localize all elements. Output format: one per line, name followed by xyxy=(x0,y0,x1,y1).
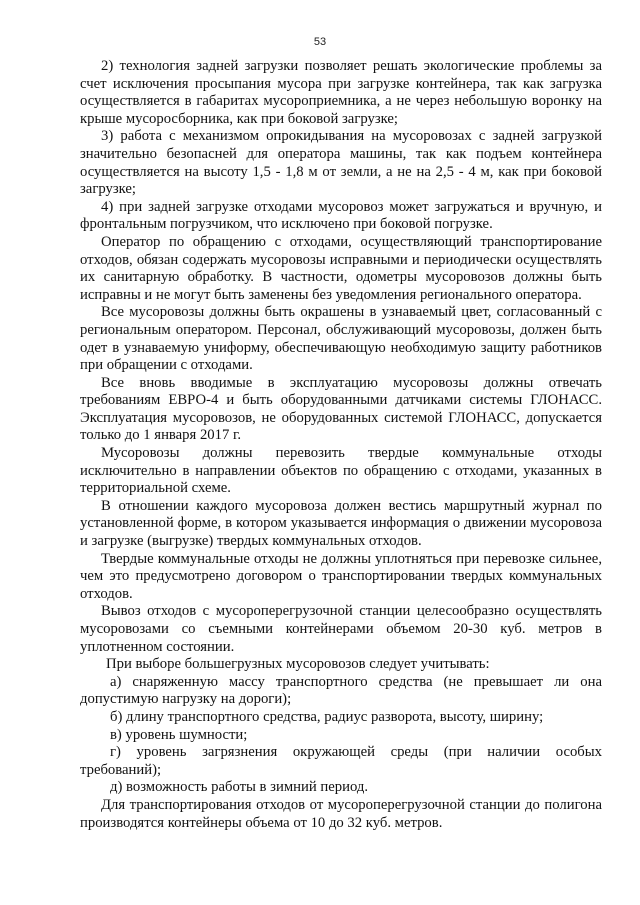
paragraph-route-journal: В отношении каждого мусоровоза должен вестись маршрутный журнал по установленной форме, в котором указывается информация о движении мусоровоза и загрузке (выгрузке) твердых коммунальных отходов. xyxy=(80,497,602,550)
paragraph-operator-duties: Оператор по обращению с отходами, осуществляющий транспортирование отходов, обязан содержать мусоровозы исправными и периодически осуществлять их санитарную обработку. В частности, одометры мусоровозов должны быть исправны и не могут быть заменены без уведомления регионального оператора. xyxy=(80,233,602,303)
paragraph-compaction: Твердые коммунальные отходы не должны уплотняться при перевозке сильнее, чем это предусмотрено договором о транспортировании твердых коммунальных отходов. xyxy=(80,550,602,602)
paragraph-manual-loading: 4) при задней загрузке отходами мусоровоз может загружаться и вручную, и фронтальным погрузчиком, что исключено при боковой погрузке. xyxy=(80,198,602,233)
paragraph-vehicle-color: Все мусоровозы должны быть окрашены в узнаваемый цвет, согласованный с региональным оператором. Персонал, обслуживающий мусоровозы, должен быть одет в узнаваемую униформу, обеспечивающую необходимую защиту работников при обращении с отходами. xyxy=(80,304,602,374)
page-number: 53 xyxy=(313,36,327,48)
paragraph-container-volume: Для транспортирования отходов от мусороперегрузочной станции до полигона производятся контейнеры объема от 10 до 32 куб. метров. xyxy=(80,796,602,831)
page-body xyxy=(80,58,602,832)
list-item-b: б) длину транспортного средства, радиус разворота, высоту, ширину; xyxy=(110,708,544,725)
list-item-d: г) уровень загрязнения окружающей среды (при наличии особых требований); xyxy=(80,744,602,778)
list-item-a: а) снаряженную массу транспортного средства (не превышает ли она допустимую нагрузку на дороги); xyxy=(80,673,602,708)
paragraph-transfer-station: Вывоз отходов с мусороперегрузочной станции целесообразно осуществлять мусоровозами со съемными контейнерами объемом 20-30 куб. метров в уплотненном состоянии. xyxy=(80,603,602,655)
paragraph-transport-direction: Мусоровозы должны перевозить твердые коммунальные отходы исключительно в направлении объектов по обращению с отходами, указанных в территориальной схеме. xyxy=(80,445,602,497)
paragraph-euro4-glonass: Все вновь вводимые в эксплуатацию мусоровозы должны отвечать требованиям ЕВРО-4 и быть оборудованными датчиками системы ГЛОНАСС. Эксплуатация мусоровозов, не оборудованных системой ГЛОНАСС, допускается только до 1 января 2017 г. xyxy=(80,374,602,444)
paragraph-rear-loading-ecology: 2) технология задней загрузки позволяет решать экологические проблемы за счет исключения просыпания мусора при загрузке контейнера, так как загрузка осуществляется в габаритах мусороприемника, а не через небольшую воронку на крыше мусоросборника, как при боковой загрузке; xyxy=(80,58,602,127)
paragraph-tipping-safety: 3) работа с механизмом опрокидывания на мусоровозах с задней загрузкой значительно безопасней для оператора машины, так как подъем контейнера осуществляется на высоту 1,5 - 1,8 м от земли, а не на 2,5 - 4 м, как при боковой загрузке; xyxy=(80,128,602,198)
list-intro: При выборе большегрузных мусоровозов следует учитывать: xyxy=(106,656,490,673)
list-item-c: в) уровень шумности; xyxy=(110,726,248,743)
list-item-e: д) возможность работы в зимний период. xyxy=(110,779,369,796)
